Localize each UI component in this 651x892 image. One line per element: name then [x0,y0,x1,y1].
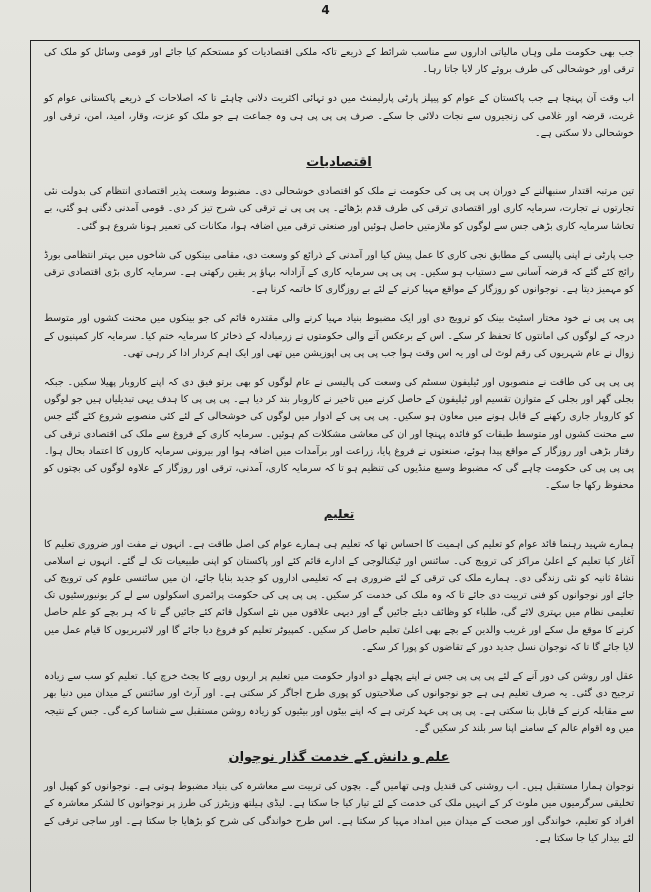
education-paragraph-2: عقل اور روشن کی دور آنے کے لئے پی پی پی جس نے اپنے پچھلے دو ادوار حکومت میں تعلیم پر اربوں روپے کا بجٹ خرچ کیا۔ تعلیم کو سب سے زیادہ ترجیح دی گئی۔ یہ صرف تعلیم ہی ہے جو نوجوانوں کی صلاحیتوں کو پوری طرح اجاگر کر سکتی ہے۔ اور آرٹ اور سائنس کے میدان میں دنیا بھر سے مقابلہ کرنے کے قابل بنا سکتی ہے۔ پی پی پی عہد کرتی ہے کہ اپنے بیٹوں اور بیٹیوں کو زیادہ روشن مستقبل سے شناسا کرے گی۔ جس کے نتیجہ میں وہ اقوام عالم کے سامنے اپنا سر بلند کر سکیں گے۔ [44,671,634,734]
economy-paragraph-1: تین مرتبہ اقتدار سنبھالنے کے دوران پی پی پی کی حکومت نے ملک کو اقتصادی خوشحالی دی۔ مضبوط وسعت پذیر اقتصادی انتظام کی بدولت نئی تجارتوں نے تجارت، سرمایہ کاری اور اقتصادی ترقی کی طرف قدم بڑھائے۔ پی پی پی نے ترقی کی شرح تیز کر دی۔ قومی آمدنی دگنی ہو گئی، بے تحاشا سرمایہ کاری بڑھی جس سے لوگوں کو ملازمتیں حاصل ہوئیں اور صنعتی ترقی میں اضافہ ہوا، مکانات کی تعمیر ہونا شروع ہو گئی۔ [44,186,634,232]
section-heading-education: تعلیم [323,507,355,522]
economy-paragraph-4: پی پی پی کی طاقت نے منصوبوں اور ٹیلیفون سسٹم کی وسعت کی پالیسی نے عام لوگوں کو بھی برتو فیق دی کہ اپنے کاروبار پھیلا سکیں۔ جبکہ بجلی گھر اور بجلی کے متوازن تقسیم اور ٹیلیفون کے حاصل کرنے میں تاخیر نے کاروبار بند کر دیا ہے۔ پی پی پی کا ہدف یہی تبدیلیاں ہیں جو لوگوں کو کاروبار جاری رکھنے کے قابل ہونے میں معاون ہو سکیں۔ پی پی پی کے ادوار میں لوگوں کی خوشحالی کے لئے کئی منصوبے شروع کئے گئے جس سے محنت کشوں اور متوسط طبقات کو فائدہ پہنچا اور ان کی معاشی مشکلات کم ہوئیں۔ سرمایہ کاری کے فروغ سے ملک کی اقتصادی ترقی کی رفتار بڑھی اور روزگار کے مواقع پیدا ہوئے، صنعتوں نے فروغ پایا، زراعت اور برآمدات میں اضافہ ہوا اور بیرونی سرمایہ کاروں کا اعتماد بحال ہوا۔ پی پی پی کی حکومت چاہے گی کہ مضبوط وسیع منڈیوں کی تنظیم ہو تا کہ سرمایہ کاری، آمدنی، ترقی اور روزگار کے علاوہ لوگوں کی بچتوں کو محفوظ رکھا جا سکے۔ [44,377,634,492]
page-number: 4 [321,3,330,17]
intro-paragraph-1: جب بھی حکومت ملی وہاں مالیاتی اداروں سے مناسب شرائط کے ذریعے تاکہ ملکی اقتصادیات کو مستحکم کیا جائے اور قومی وسائل کو ملک کی ترقی اور خوشحالی کی طرف بروئے کار لایا جاتا رہا۔ [44,47,634,76]
intro-paragraph-2: اب وقت آن پہنچا ہے جب پاکستان کے عوام کو پیپلز پارٹی پارلیمنٹ میں دو تہائی اکثریت دلانی چاہئے تا کہ اصلاحات کے ذریعے پاکستانی عوام کو غربت، قرضہ اور غلامی کی زنجیروں سے نجات دلائی جا سکے۔ صرف پی پی پی ہی وہ جماعت ہے جو ملک کو عزت، وقار، امید، امن، ترقی اور خوشحالی دلا سکتی ہے۔ [44,93,634,139]
section-heading-economy: اقتصادیات [306,155,372,171]
education-paragraph-1: ہمارے شہید رہنما قائد عوام کو تعلیم کی اہمیت کا احساس تھا کہ تعلیم ہی ہمارے عوام کی اصل طاقت ہے۔ انہوں نے مفت اور ضروری تعلیم کا آغاز کیا تعلیم کے اعلیٰ مراکز کی ترویج کی۔ سائنس اور ٹیکنالوجی کے ادارے قائم کئے اور پاکستان کو اپنی طبیعیات تک لے گئے۔ انہوں نے اسلامی نشاۃ ثانیہ کو نئی زندگی دی۔ ہمارے ملک کی ترقی کے لئے ضروری ہے کہ تعلیمی اداروں کو جدید بنایا جائے، ان میں سائنسی علوم کی ترویج کی جائے اور نوجوانوں کو فنی تربیت دی جائے تا کہ وہ ملک کی خدمت کر سکیں۔ پی پی پی کی حکومت پرائمری اسکولوں سے لے کر یونیورسٹیوں تک تعلیمی نظام میں بہتری لائے گی، طلباء کو وظائف دیئے جائیں گے اور دیہی علاقوں میں نئے اسکول قائم کئے جائیں گے تا کہ ہر بچے کو علم حاصل کرنے کا موقع مل سکے اور غریب والدین کے بچے بھی اعلیٰ تعلیم حاصل کر سکیں۔ کمپیوٹر تعلیم کو فروغ دیا جائے گا اور لائبریریوں کا قیام عمل میں لایا جائے گا تا کہ نوجوان نسل جدید دور کے تقاضوں کو پورا کر سکے۔ [44,538,634,653]
section-heading-youth: علم و دانش کے خدمت گذار نوجوان [228,749,450,765]
economy-paragraph-2: جب پارٹی نے اپنی پالیسی کے مطابق نجی کاری کا عمل پیش کیا اور آمدنی کے ذرائع کو وسعت دی، مقامی بینکوں کی شاخوں میں بہتر انتظامی بورڈ رائج کئے گئے کہ قرضہ آسانی سے دستیاب ہو سکیں۔ پی پی پی سرمایہ کاری کے آزادانہ بہاؤ پر یقین رکھتی ہے۔ سرمایہ کاری بڑی اقتصادی ترقی کو مہمیز دیتا ہے۔ نوجوانوں کو روزگار کے مواقع مہیا کرنے کے لئے بے روزگاری کا خاتمہ کرنا ہے۔ [44,249,634,296]
economy-paragraph-3: پی پی پی نے خود مختار اسٹیٹ بینک کو ترویج دی اور ایک مضبوط بنیاد مہیا کرنے والی مقتدرہ قائم کی جو بینکوں میں محنت کشوں اور متوسط درجہ کے لوگوں کی امانتوں کا تحفظ کر سکے۔ اس کے برعکس آنے والی حکومتوں نے زرمبادلہ کے ذخائر کا سرمایہ ختم کیا۔ سرمایہ کار کمپنیوں کے زوال نے عام شہریوں کی رقم لوٹ لی اور یہ اس وقت ہوا جب پی پی پی اپوزیشن میں تھی اور ایک اہم کردار ادا کر رہی تھی۔ [44,313,634,359]
document-body [44,44,634,859]
youth-paragraph-1: نوجوان ہمارا مستقبل ہیں۔ اب روشنی کی قندیل وہی تھامیں گے۔ بچوں کی تربیت سے معاشرہ کی بنیاد مضبوط ہوتی ہے۔ نوجوانوں کو کھیل اور تخلیقی سرگرمیوں میں ملوث کر کے انہیں ملک کی خدمت کے لئے تیار کیا جا سکتا ہے۔ لیڈی ہیلتھ وزیٹرز کی طرز پر نوجوانوں کا لشکر معاشرہ کے افراد کو تعلیم، خواندگی اور صحت کے میدان میں امداد مہیا کر سکتا ہے۔ اس طرح خواندگی کی شرح کو بڑھایا جا سکتا ہے۔ اور ساجی ترقی کے لئے بیدار کیا جا سکتا ہے۔ [44,781,634,844]
